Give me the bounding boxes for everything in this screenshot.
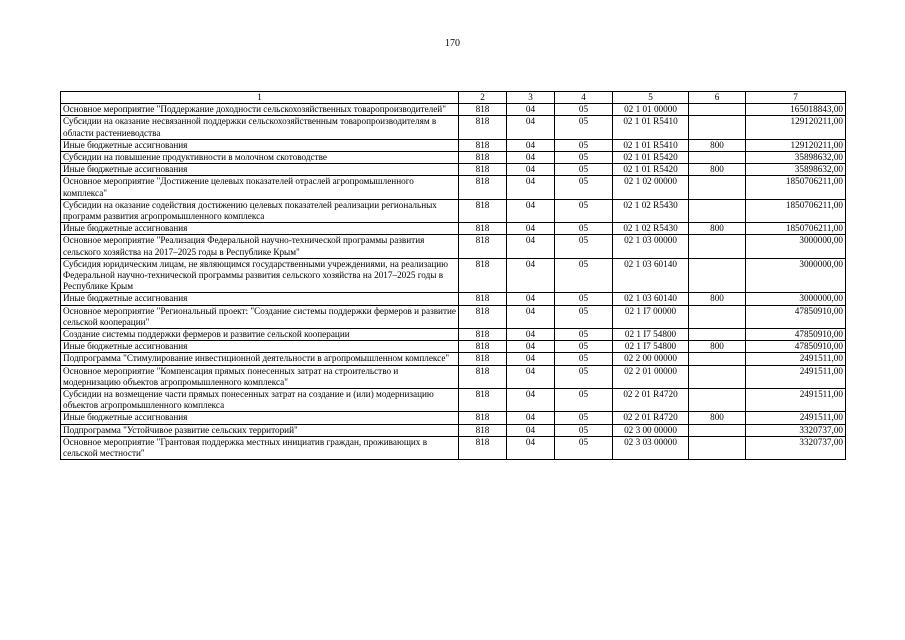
row-name: Основное мероприятие "Компенсация прямых понесенных затрат на строительство и модернизацию объектов агропромышленного комплекса" <box>61 365 459 388</box>
row-ved: 818 <box>459 305 507 328</box>
row-rz: 04 <box>507 104 555 116</box>
row-name: Подпрограмма "Устойчивое развитие сельских территорий" <box>61 424 459 436</box>
row-name: Субсидии на повышение продуктивности в молочном скотоводстве <box>61 152 459 164</box>
row-vr: 800 <box>689 139 746 151</box>
row-vr <box>689 353 746 365</box>
row-name: Иные бюджетные ассигнования <box>61 164 459 176</box>
table-row <box>61 436 846 459</box>
header-vr: 6 <box>689 92 746 104</box>
row-vr: 800 <box>689 412 746 424</box>
table-row <box>61 258 846 293</box>
row-sum: 129120211,00 <box>746 139 846 151</box>
row-pr: 05 <box>555 176 613 199</box>
row-rz: 04 <box>507 235 555 258</box>
row-ved: 818 <box>459 412 507 424</box>
row-name: Иные бюджетные ассигнования <box>61 293 459 305</box>
row-sum: 2491511,00 <box>746 412 846 424</box>
row-name: Основное мероприятие "Региональный проект: "Создание системы поддержки фермеров и развитие сельской кооперации" <box>61 305 459 328</box>
row-vr: 800 <box>689 223 746 235</box>
row-ved: 818 <box>459 176 507 199</box>
table-row <box>61 199 846 222</box>
row-csr: 02 1 03 60140 <box>613 258 689 293</box>
row-pr: 05 <box>555 139 613 151</box>
row-rz: 04 <box>507 365 555 388</box>
table-row <box>61 412 846 424</box>
table-row <box>61 329 846 341</box>
row-sum: 129120211,00 <box>746 116 846 139</box>
row-ved: 818 <box>459 293 507 305</box>
row-csr: 02 1 01 R5420 <box>613 152 689 164</box>
row-rz: 04 <box>507 389 555 412</box>
row-vr <box>689 152 746 164</box>
table-row <box>61 223 846 235</box>
row-sum: 1850706211,00 <box>746 176 846 199</box>
row-name: Основное мероприятие "Грантовая поддержка местных инициатив граждан, проживающих в сельской местности" <box>61 436 459 459</box>
table-row <box>61 139 846 151</box>
row-vr <box>689 235 746 258</box>
row-ved: 818 <box>459 139 507 151</box>
row-ved: 818 <box>459 223 507 235</box>
row-sum: 1850706211,00 <box>746 199 846 222</box>
table-row <box>61 424 846 436</box>
row-rz: 04 <box>507 412 555 424</box>
row-vr <box>689 329 746 341</box>
row-sum: 47850910,00 <box>746 341 846 353</box>
row-csr: 02 1 03 00000 <box>613 235 689 258</box>
row-csr: 02 1 I7 54800 <box>613 329 689 341</box>
row-sum: 3320737,00 <box>746 424 846 436</box>
row-rz: 04 <box>507 353 555 365</box>
row-pr: 05 <box>555 293 613 305</box>
table-row <box>61 164 846 176</box>
row-rz: 04 <box>507 139 555 151</box>
row-sum: 35898632,00 <box>746 152 846 164</box>
row-pr: 05 <box>555 164 613 176</box>
row-rz: 04 <box>507 293 555 305</box>
row-pr: 05 <box>555 329 613 341</box>
row-csr: 02 1 I7 54800 <box>613 341 689 353</box>
row-pr: 05 <box>555 436 613 459</box>
table-row <box>61 235 846 258</box>
row-rz: 04 <box>507 223 555 235</box>
row-name: Основное мероприятие "Реализация Федеральной научно-технической программы развития сельского хозяйства на 2017–2025 годы в Республике Крым" <box>61 235 459 258</box>
budget-table <box>60 91 846 460</box>
row-csr: 02 2 01 R4720 <box>613 412 689 424</box>
row-ved: 818 <box>459 258 507 293</box>
header-ved: 2 <box>459 92 507 104</box>
row-sum: 1850706211,00 <box>746 223 846 235</box>
row-ved: 818 <box>459 341 507 353</box>
row-rz: 04 <box>507 341 555 353</box>
row-ved: 818 <box>459 353 507 365</box>
row-ved: 818 <box>459 436 507 459</box>
row-name: Субсидии на оказание несвязанной поддержки сельскохозяйственным товаропроизводителям в области растениеводства <box>61 116 459 139</box>
row-vr: 800 <box>689 341 746 353</box>
row-rz: 04 <box>507 258 555 293</box>
row-sum: 2491511,00 <box>746 353 846 365</box>
row-ved: 818 <box>459 104 507 116</box>
row-csr: 02 3 03 00000 <box>613 436 689 459</box>
row-sum: 3000000,00 <box>746 235 846 258</box>
row-sum: 47850910,00 <box>746 329 846 341</box>
row-vr <box>689 365 746 388</box>
row-name: Субсидии на оказание содействия достижению целевых показателей реализации региональных программ развития агропромышленного комплекса <box>61 199 459 222</box>
page-number: 170 <box>445 38 460 49</box>
row-csr: 02 1 02 00000 <box>613 176 689 199</box>
row-pr: 05 <box>555 353 613 365</box>
row-vr <box>689 389 746 412</box>
row-rz: 04 <box>507 152 555 164</box>
table-row <box>61 365 846 388</box>
row-name: Иные бюджетные ассигнования <box>61 223 459 235</box>
row-pr: 05 <box>555 389 613 412</box>
row-name: Основное мероприятие "Достижение целевых показателей отраслей агропромышленного комплекса" <box>61 176 459 199</box>
row-pr: 05 <box>555 104 613 116</box>
row-ved: 818 <box>459 235 507 258</box>
header-name: 1 <box>61 92 459 104</box>
row-sum: 3000000,00 <box>746 258 846 293</box>
table-row <box>61 389 846 412</box>
row-name: Основное мероприятие "Поддержание доходности сельскохозяйственных товаропроизводителей" <box>61 104 459 116</box>
row-ved: 818 <box>459 365 507 388</box>
row-name: Иные бюджетные ассигнования <box>61 341 459 353</box>
row-ved: 818 <box>459 389 507 412</box>
row-pr: 05 <box>555 365 613 388</box>
row-pr: 05 <box>555 341 613 353</box>
row-pr: 05 <box>555 258 613 293</box>
row-rz: 04 <box>507 305 555 328</box>
row-vr <box>689 258 746 293</box>
row-rz: 04 <box>507 329 555 341</box>
table-row <box>61 341 846 353</box>
row-csr: 02 2 01 R4720 <box>613 389 689 412</box>
row-rz: 04 <box>507 436 555 459</box>
row-rz: 04 <box>507 176 555 199</box>
row-pr: 05 <box>555 152 613 164</box>
row-ved: 818 <box>459 424 507 436</box>
row-pr: 05 <box>555 116 613 139</box>
row-pr: 05 <box>555 412 613 424</box>
row-name: Иные бюджетные ассигнования <box>61 139 459 151</box>
header-pr: 4 <box>555 92 613 104</box>
row-pr: 05 <box>555 199 613 222</box>
header-csr: 5 <box>613 92 689 104</box>
row-vr <box>689 199 746 222</box>
header-rz: 3 <box>507 92 555 104</box>
row-vr: 800 <box>689 164 746 176</box>
table-row <box>61 305 846 328</box>
row-csr: 02 1 03 60140 <box>613 293 689 305</box>
row-vr <box>689 424 746 436</box>
row-ved: 818 <box>459 164 507 176</box>
row-name: Иные бюджетные ассигнования <box>61 412 459 424</box>
row-csr: 02 1 I7 00000 <box>613 305 689 328</box>
table-row <box>61 353 846 365</box>
row-rz: 04 <box>507 199 555 222</box>
header-sum: 7 <box>746 92 846 104</box>
row-ved: 818 <box>459 329 507 341</box>
row-ved: 818 <box>459 116 507 139</box>
row-rz: 04 <box>507 116 555 139</box>
row-csr: 02 1 01 R5410 <box>613 116 689 139</box>
row-csr: 02 1 01 00000 <box>613 104 689 116</box>
row-vr: 800 <box>689 293 746 305</box>
row-csr: 02 1 01 R5410 <box>613 139 689 151</box>
row-vr <box>689 176 746 199</box>
row-csr: 02 3 00 00000 <box>613 424 689 436</box>
table-row <box>61 104 846 116</box>
row-csr: 02 2 00 00000 <box>613 353 689 365</box>
row-vr <box>689 104 746 116</box>
row-pr: 05 <box>555 235 613 258</box>
row-ved: 818 <box>459 199 507 222</box>
row-sum: 47850910,00 <box>746 305 846 328</box>
row-sum: 2491511,00 <box>746 365 846 388</box>
row-sum: 3320737,00 <box>746 436 846 459</box>
row-vr <box>689 305 746 328</box>
row-sum: 35898632,00 <box>746 164 846 176</box>
row-pr: 05 <box>555 424 613 436</box>
row-csr: 02 1 02 R5430 <box>613 199 689 222</box>
row-name: Субсидия юридическим лицам, не являющимся государственными учреждениями, на реализацию Федеральной научно-технической программы развития сельского хозяйства на 2017–2025 годы в Республике Крым <box>61 258 459 293</box>
row-vr <box>689 116 746 139</box>
table-row <box>61 293 846 305</box>
row-pr: 05 <box>555 305 613 328</box>
row-sum: 2491511,00 <box>746 389 846 412</box>
row-rz: 04 <box>507 424 555 436</box>
row-name: Субсидии на возмещение части прямых понесенных затрат на создание и (или) модернизацию объектов агропромышленного комплекса <box>61 389 459 412</box>
row-pr: 05 <box>555 223 613 235</box>
row-csr: 02 1 01 R5420 <box>613 164 689 176</box>
row-sum: 165018843,00 <box>746 104 846 116</box>
table-row <box>61 176 846 199</box>
row-rz: 04 <box>507 164 555 176</box>
row-csr: 02 1 02 R5430 <box>613 223 689 235</box>
table-row <box>61 152 846 164</box>
row-ved: 818 <box>459 152 507 164</box>
header-row <box>61 92 846 104</box>
row-vr <box>689 436 746 459</box>
row-name: Подпрограмма "Стимулирование инвестиционной деятельности в агропромышленном комплексе" <box>61 353 459 365</box>
row-csr: 02 2 01 00000 <box>613 365 689 388</box>
row-sum: 3000000,00 <box>746 293 846 305</box>
table-row <box>61 116 846 139</box>
row-name: Создание системы поддержки фермеров и развитие сельской кооперации <box>61 329 459 341</box>
